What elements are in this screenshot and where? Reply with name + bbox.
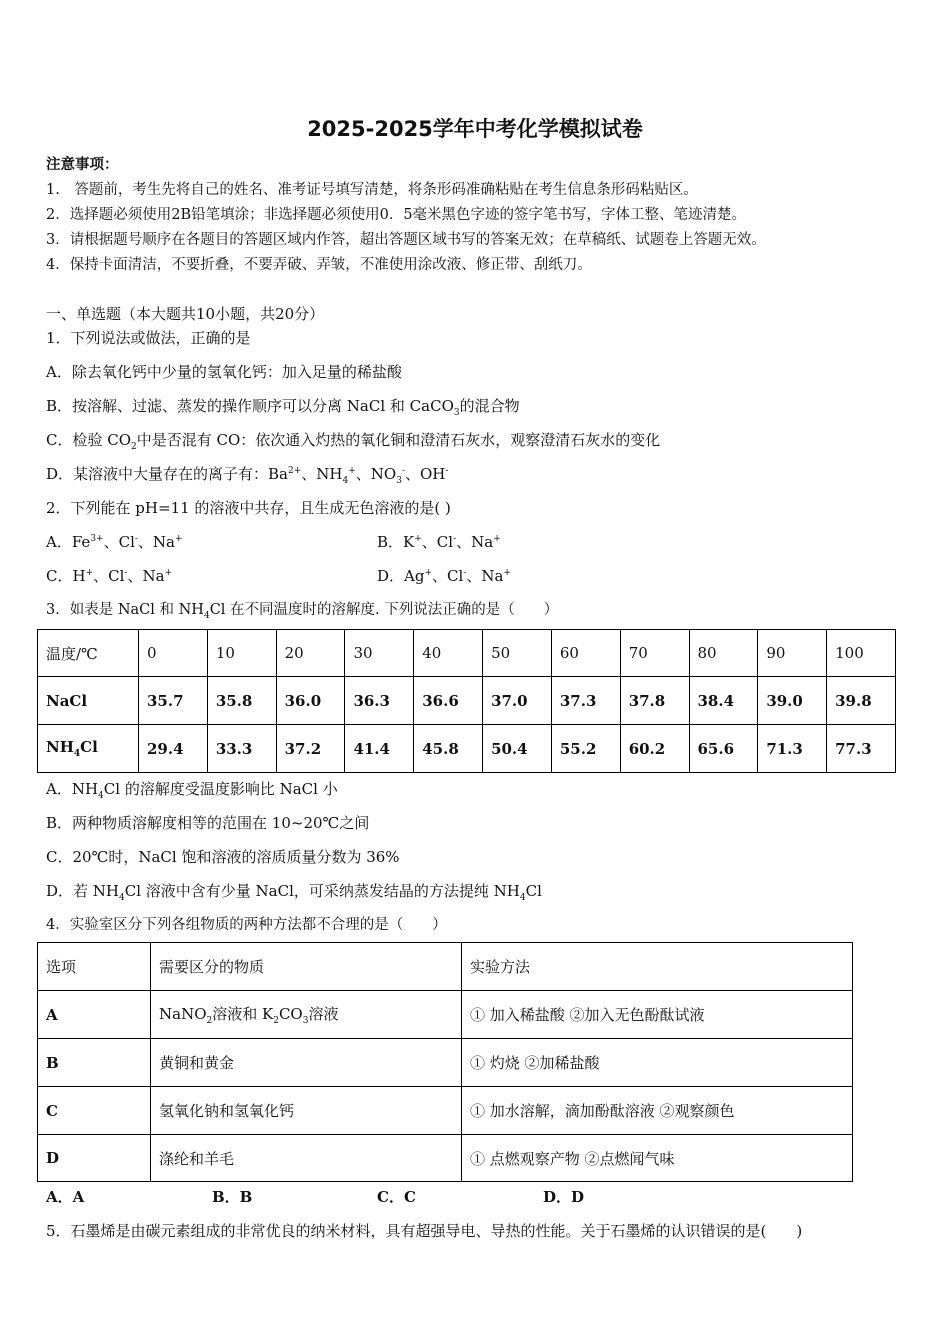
table-cell: 65.6 xyxy=(689,725,758,773)
q3-option-d: D．若 $NH_4Cl$ 溶液中含有少量 NaCl，可采纳蒸发结晶的方法提纯 $NH_4Cl$ xyxy=(46,882,542,903)
section-heading: 一、单选题（本大题共10小题，共20分） xyxy=(46,305,325,323)
table-cell: D xyxy=(38,1135,151,1182)
q4-option-c: C．C xyxy=(377,1188,416,1206)
q2-option-c: C．H+、Cl-、Na+ xyxy=(46,567,173,585)
table-cell: 涤纶和羊毛 xyxy=(151,1135,462,1182)
table-cell: 71.3 xyxy=(758,725,827,773)
table-cell: 60.2 xyxy=(620,725,689,773)
table-cell: 实验方法 xyxy=(462,943,853,991)
table-row xyxy=(38,725,896,773)
table-cell: 10 xyxy=(207,630,276,677)
page-title: 2025-2025学年中考化学模拟试卷 xyxy=(307,117,643,141)
q1-option-b: B．按溶解、过滤、蒸发的操作顺序可以分离 NaCl 和 CaCO$_3$的混合物 xyxy=(46,397,520,418)
notice-item-1: 1. 答题前，考生先将自己的姓名、准考证号填写清楚，将条形码准确粘贴在考生信息条形码粘贴区。 xyxy=(46,182,698,198)
table-cell: NaCl xyxy=(38,677,139,725)
table-row xyxy=(38,1087,853,1135)
method-table xyxy=(37,942,853,1182)
table-cell: 50.4 xyxy=(483,725,552,773)
table-cell: 45.8 xyxy=(414,725,483,773)
table-cell: ① 灼烧 ②加稀盐酸 xyxy=(462,1039,853,1087)
q5-stem: 5．石墨烯是由碳元素组成的非常优良的纳米材料，具有超强导电、导热的性能。关于石墨烯的认识错误的是( ) xyxy=(46,1222,803,1240)
notice-item-2: 2．选择题必须使用2B铅笔填涂；非选择题必须使用0．5毫米黑色字迹的签字笔书写，字体工整、笔迹清楚。 xyxy=(46,207,747,223)
table-cell: 90 xyxy=(758,630,827,677)
notice-item-4: 4．保持卡面清洁，不要折叠，不要弄破、弄皱，不准使用涂改液、修正带、刮纸刀。 xyxy=(46,257,592,273)
table-cell: $NH_4Cl$ xyxy=(38,725,139,773)
table-cell: 35.8 xyxy=(207,677,276,725)
q3-option-b: B．两种物质溶解度相等的范围在 10~20℃之间 xyxy=(46,814,370,832)
table-cell: 50 xyxy=(483,630,552,677)
q2-option-a: A．$Fe^{3+}$、Cl-、Na+ xyxy=(46,533,183,551)
table-cell: 100 xyxy=(827,630,896,677)
q1-option-a: A．除去氧化钙中少量的氢氧化钙：加入足量的稀盐酸 xyxy=(46,363,402,381)
table-cell: 80 xyxy=(689,630,758,677)
table-cell: 29.4 xyxy=(139,725,208,773)
table-cell: 39.8 xyxy=(827,677,896,725)
q2-option-d: D．Ag+、Cl-、Na+ xyxy=(377,567,511,585)
table-cell: 40 xyxy=(414,630,483,677)
table-cell: 30 xyxy=(345,630,414,677)
table-cell: 36.3 xyxy=(345,677,414,725)
table-cell: 41.4 xyxy=(345,725,414,773)
table-cell: 38.4 xyxy=(689,677,758,725)
table-row xyxy=(38,1039,853,1087)
table-cell: 37.3 xyxy=(551,677,620,725)
table-cell: 黄铜和黄金 xyxy=(151,1039,462,1087)
table-cell: 36.0 xyxy=(276,677,345,725)
table-row xyxy=(38,943,853,991)
table-cell: B xyxy=(38,1039,151,1087)
table-cell: 选项 xyxy=(38,943,151,991)
q1-option-d: D．某溶液中大量存在的离子有：$Ba^{2+}$、$NH_4^+$、$NO_3^-$、OH- xyxy=(46,465,449,486)
notice-heading: 注意事项： xyxy=(46,156,119,173)
table-cell: 60 xyxy=(551,630,620,677)
table-cell: 55.2 xyxy=(551,725,620,773)
q2-option-b: B．K+、Cl-、Na+ xyxy=(377,533,501,551)
q1-option-c: C．检验 $CO_2$中是否混有 CO：依次通入灼热的氧化铜和澄清石灰水，观察澄清石灰水的变化 xyxy=(46,431,661,452)
q4-stem: 4．实验室区分下列各组物质的两种方法都不合理的是（ ） xyxy=(46,917,447,933)
table-cell: A xyxy=(38,991,151,1039)
q3-stem: 3．如表是 NaCl 和 $NH_4Cl$ 在不同温度时的溶解度. 下列说法正确的是（ ） xyxy=(46,602,559,621)
table-cell: 温度/℃ xyxy=(38,630,139,677)
notice-item-3: 3．请根据题号顺序在各题目的答题区域内作答，超出答题区域书写的答案无效；在草稿纸、试题卷上答题无效。 xyxy=(46,232,766,248)
q4-option-a: A．A xyxy=(46,1188,85,1206)
table-cell: ① 点燃观察产物 ②点燃闻气味 xyxy=(462,1135,853,1182)
table-cell: 33.3 xyxy=(207,725,276,773)
table-cell: 20 xyxy=(276,630,345,677)
table-cell: 70 xyxy=(620,630,689,677)
q3-option-c: C．20℃时，NaCl 饱和溶液的溶质质量分数为 36% xyxy=(46,848,400,866)
table-cell: 37.8 xyxy=(620,677,689,725)
table-cell: C xyxy=(38,1087,151,1135)
table-cell: ① 加入稀盐酸 ②加入无色酚酞试液 xyxy=(462,991,853,1039)
table-cell: 77.3 xyxy=(827,725,896,773)
table-cell: 37.0 xyxy=(483,677,552,725)
table-cell: 35.7 xyxy=(139,677,208,725)
table-cell: 需要区分的物质 xyxy=(151,943,462,991)
table-row xyxy=(38,991,853,1039)
table-cell: NaNO$_2$溶液和 $K_2CO_3$溶液 xyxy=(151,991,462,1039)
table-cell: 氢氧化钠和氢氧化钙 xyxy=(151,1087,462,1135)
table-row xyxy=(38,677,896,725)
table-cell: ① 加水溶解，滴加酚酞溶液 ②观察颜色 xyxy=(462,1087,853,1135)
q3-option-a: A．$NH_4Cl$ 的溶解度受温度影响比 NaCl 小 xyxy=(46,780,338,801)
table-cell: 36.6 xyxy=(414,677,483,725)
table-row xyxy=(38,1135,853,1182)
table-row xyxy=(38,630,896,677)
solubility-table xyxy=(37,629,896,773)
q1-stem: 1．下列说法或做法，正确的是 xyxy=(46,329,251,347)
table-cell: 0 xyxy=(139,630,208,677)
q2-stem: 2．下列能在 pH=11 的溶液中共存，且生成无色溶液的是( ) xyxy=(46,499,451,517)
table-cell: 39.0 xyxy=(758,677,827,725)
table-cell: 37.2 xyxy=(276,725,345,773)
q4-option-d: D．D xyxy=(543,1188,585,1206)
q4-option-b: B．B xyxy=(212,1188,253,1206)
